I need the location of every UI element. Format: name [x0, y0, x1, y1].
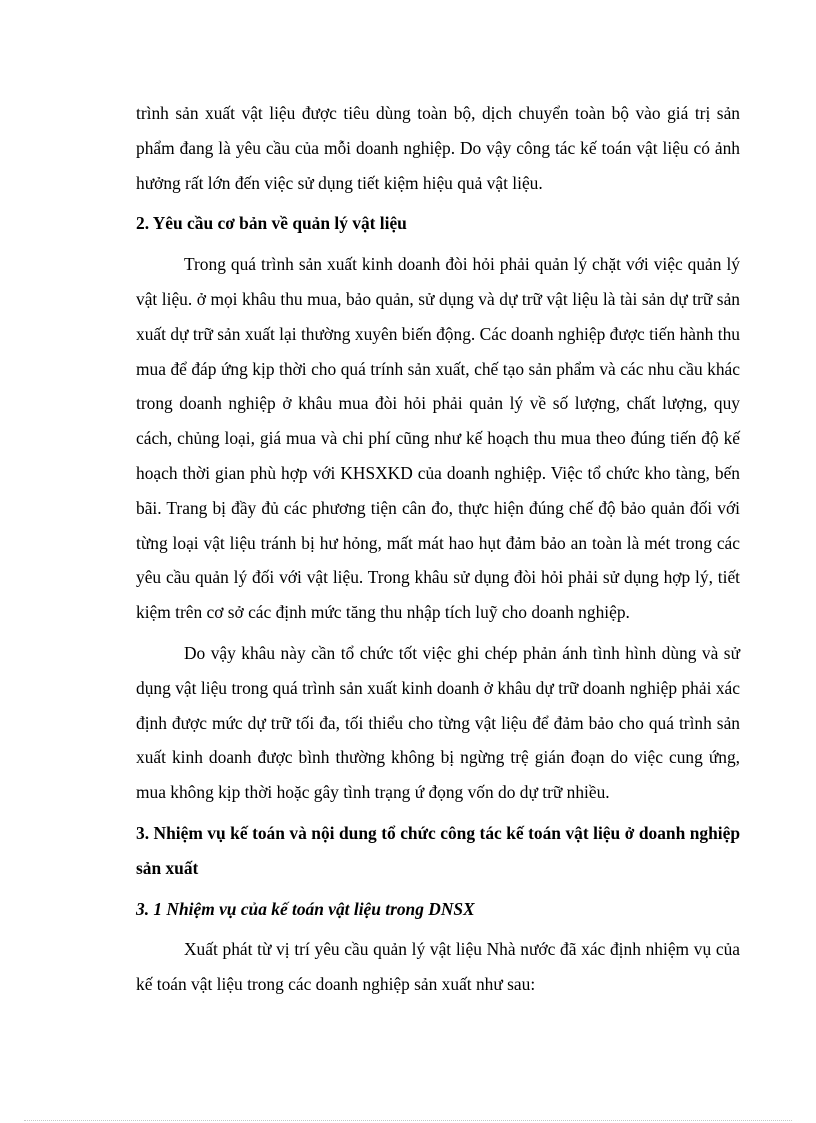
document-body [136, 96, 740, 1002]
heading-section-3: 3. Nhiệm vụ kế toán và nội dung tổ chức công tác kế toán vật liệu ở doanh nghiệp sản xuất [136, 822, 740, 878]
heading-section-2: 2. Yêu cầu cơ bản về quản lý vật liệu [136, 213, 407, 234]
heading-section-3-1: 3. 1 Nhiệm vụ của kế toán vật liệu trong DNSX [136, 898, 475, 919]
paragraph-3: Do vậy khâu này cần tổ chức tốt việc ghi chép phản ánh tình hình dùng và sử dụng vật liệu trong quá trình sản xuất kinh doanh ở khâu dự trữ doanh nghiệp phải xác định được mức dự trữ tối đa, tối thiểu cho từng vật liệu để đảm bảo cho quá trình sản xuất kinh doanh được bình thường không bị ngừng trệ gián đoạn do việc cung ứng, mua không kịp thời hoặc gây tình trạng ứ đọng vốn do dự trữ nhiều. [136, 642, 740, 803]
paragraph-1: trình sản xuất vật liệu được tiêu dùng toàn bộ, dịch chuyển toàn bộ vào giá trị sản phẩm đang là yêu cầu của mỗi doanh nghiệp. Do vậy công tác kế toán vật liệu có ảnh hưởng rất lớn đến việc sử dụng tiết kiệm hiệu quả vật liệu. [136, 103, 740, 193]
page-bottom-divider [24, 1120, 792, 1121]
paragraph-4: Xuất phát từ vị trí yêu cầu quản lý vật liệu Nhà nước đã xác định nhiệm vụ của kế toán vật liệu trong các doanh nghiệp sản xuất như sau: [136, 939, 740, 995]
paragraph-2: Trong quá trình sản xuất kinh doanh đòi hỏi phải quản lý chặt với việc quản lý vật liệu. ở mọi khâu thu mua, bảo quản, sử dụng và dự trữ vật liệu là tài sản dự trữ sản xuất dự trữ sản xuất lại thường xuyên biến động. Các doanh nghiệp được tiến hành thu mua để đáp ứng kịp thời cho quá trính sản xuất, chế tạo sản phẩm và các nhu cầu khác trong doanh nghiệp ở khâu mua đòi hỏi phải quản lý về số lượng, chất lượng, quy cách, chủng loại, giá mua và chi phí cũng như kế hoạch thu mua theo đúng tiến độ kế hoạch thời gian phù hợp với KHSXKD của doanh nghiệp. Việc tổ chức kho tàng, bến bãi. Trang bị đầy đủ các phương tiện cân đo, thực hiện đúng chế độ bảo quản đối với từng loại vật liệu tránh bị hư hỏng, mất mát hao hụt đảm bảo an toàn là mét trong các yêu cầu quản lý đối với vật liệu. Trong khâu sử dụng đòi hỏi phải sử dụng hợp lý, tiết kiệm trên cơ sở các định mức tăng thu nhập tích luỹ cho doanh nghiệp. [136, 254, 740, 623]
